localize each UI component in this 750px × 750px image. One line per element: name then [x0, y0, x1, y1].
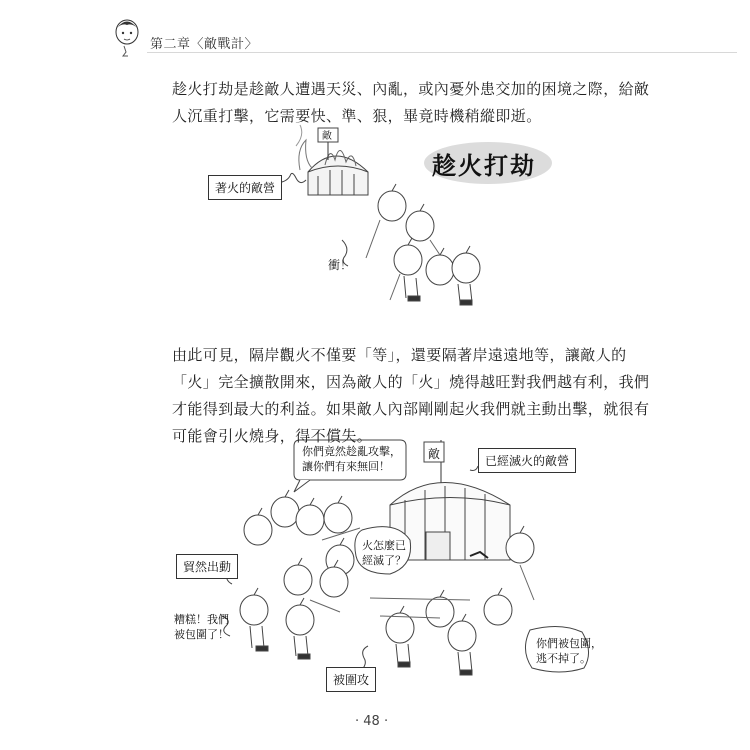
flag-text: 敵	[428, 447, 441, 461]
oops-line: 糟糕！我們	[174, 613, 229, 626]
flag-text: 敵	[322, 131, 332, 142]
paragraph-line: 可能會引火燒身，得不償失。	[172, 427, 373, 445]
surrounded-speech-line: 你們被包圍，	[536, 637, 602, 650]
paragraph-line: 人沉重打擊，它需要快、準、狠，畢竟時機稍縱即逝。	[172, 107, 542, 125]
question-line: 經滅了？	[362, 554, 406, 567]
chapter-title: 第二章〈敵戰計〉	[150, 37, 259, 52]
label-besieged: 被圍攻	[326, 667, 376, 692]
question-text	[362, 538, 406, 568]
surrounded-speech-text	[536, 636, 602, 666]
paragraph-line: 趁火打劫是趁敵人遭遇天災、內亂，或內憂外患交加的困境之際，給敵	[172, 80, 650, 98]
label-burning-camp: 著火的敵營	[208, 175, 282, 200]
label-extinguished-camp: 已經滅火的敵營	[478, 448, 576, 473]
enemy-speech-line: 讓你們有來無回！	[302, 460, 390, 473]
page-number: · 48 ·	[355, 714, 389, 729]
enemy-speech-line: 你們竟然趁亂攻擊，	[302, 445, 401, 458]
paragraph-line: 「火」完全擴散開來，因為敵人的「火」燒得越旺對我們越有利，我們	[172, 373, 650, 391]
warrior-group-2-icon	[240, 490, 360, 659]
section-title: 趁火打劫	[432, 152, 536, 180]
oops-text	[174, 612, 229, 642]
paragraph-line: 才能得到最大的利益。如果敵人內部剛剛起火我們就主動出擊，就很有	[172, 400, 650, 418]
charge-text: 衝！	[328, 258, 353, 272]
pointer-squiggle-icon	[470, 466, 478, 471]
warrior-group-1-icon	[366, 184, 480, 305]
paragraph-2	[172, 342, 649, 450]
paragraph-line: 由此可見，隔岸觀火不僅要「等」，還要隔著岸遠遠地等，讓敵人的	[172, 346, 627, 364]
oops-line: 被包圍了！	[174, 628, 229, 641]
surrounded-speech-line: 逃不掉了。	[536, 652, 591, 665]
question-line: 火怎麼已	[362, 539, 406, 552]
label-rash-attack: 貿然出動	[176, 554, 238, 579]
enemy-speech-text	[302, 444, 401, 474]
